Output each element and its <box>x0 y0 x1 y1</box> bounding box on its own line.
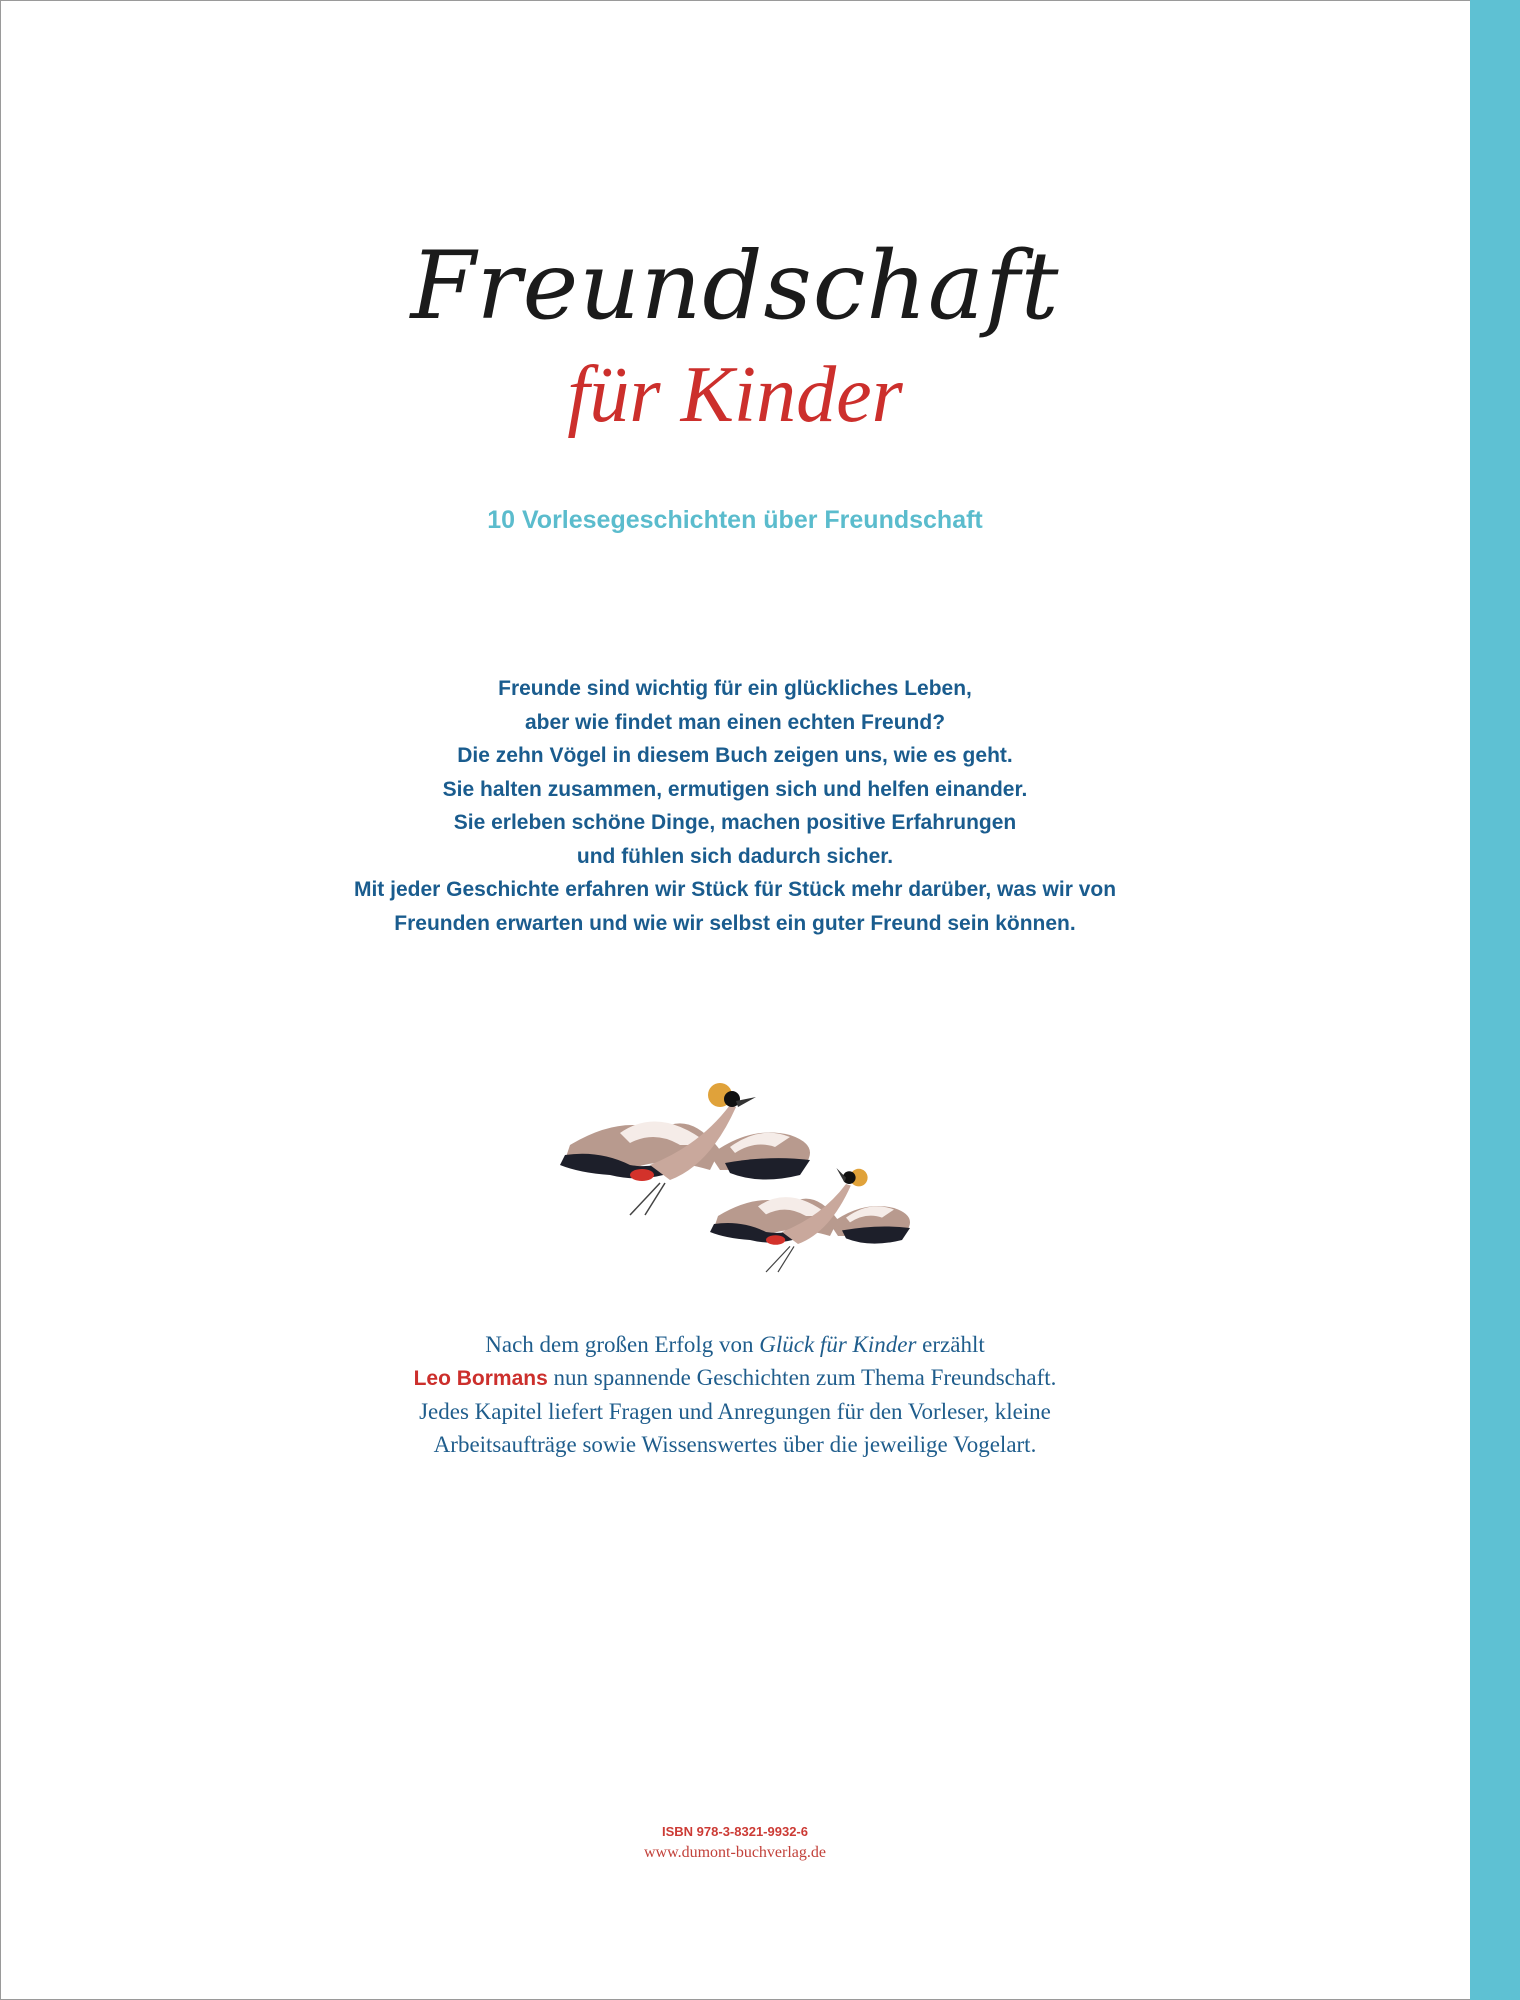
blurb-line: Freunde sind wichtig für ein glückliches Leben, <box>498 677 972 700</box>
tagline: 10 Vorlesegeschichten über Freundschaft <box>487 506 983 534</box>
author-name: Leo Bormans <box>413 1367 548 1390</box>
blurb <box>0 672 1470 940</box>
crowned-cranes-flying-icon <box>560 1075 920 1285</box>
blurb-line: Die zehn Vögel in diesem Buch zeigen uns, wie es geht. <box>457 744 1013 767</box>
spine-stripe <box>1470 0 1520 2000</box>
desc-line: Jedes Kapitel liefert Fragen und Anregungen für den Vorleser, kleine <box>419 1399 1051 1424</box>
description <box>0 1328 1470 1461</box>
desc-text: nun spannende Geschichten zum Thema Freundschaft. <box>547 1365 1057 1390</box>
book-reference: Glück für Kinder <box>759 1332 917 1357</box>
publisher-url: www.dumont-buchverlag.de <box>643 1844 827 1861</box>
blurb-line: aber wie findet man einen echten Freund? <box>524 710 946 734</box>
crane-small <box>710 1168 910 1272</box>
isbn: ISBN 978-3-8321-9932-6 <box>662 1824 808 1839</box>
book-title: Freundschaft <box>410 232 1060 341</box>
desc-text: erzählt <box>916 1332 985 1357</box>
blurb-line: Sie halten zusammen, ermutigen sich und helfen einander. <box>442 777 1028 801</box>
blurb-line: und fühlen sich dadurch sicher. <box>576 844 894 868</box>
desc-text: Nach dem großen Erfolg von <box>485 1332 760 1357</box>
blurb-line: Mit jeder Geschichte erfahren wir Stück für Stück mehr darüber, was wir von <box>353 878 1117 901</box>
book-subtitle: für Kinder <box>567 351 903 439</box>
crane-large <box>560 1083 810 1215</box>
desc-line: Arbeitsaufträge sowie Wissenswertes über die jeweilige Vogelart. <box>433 1432 1037 1457</box>
blurb-line: Freunden erwarten und wie wir selbst ein guter Freund sein können. <box>394 911 1076 935</box>
blurb-line: Sie erleben schöne Dinge, machen positive Erfahrungen <box>453 811 1017 834</box>
